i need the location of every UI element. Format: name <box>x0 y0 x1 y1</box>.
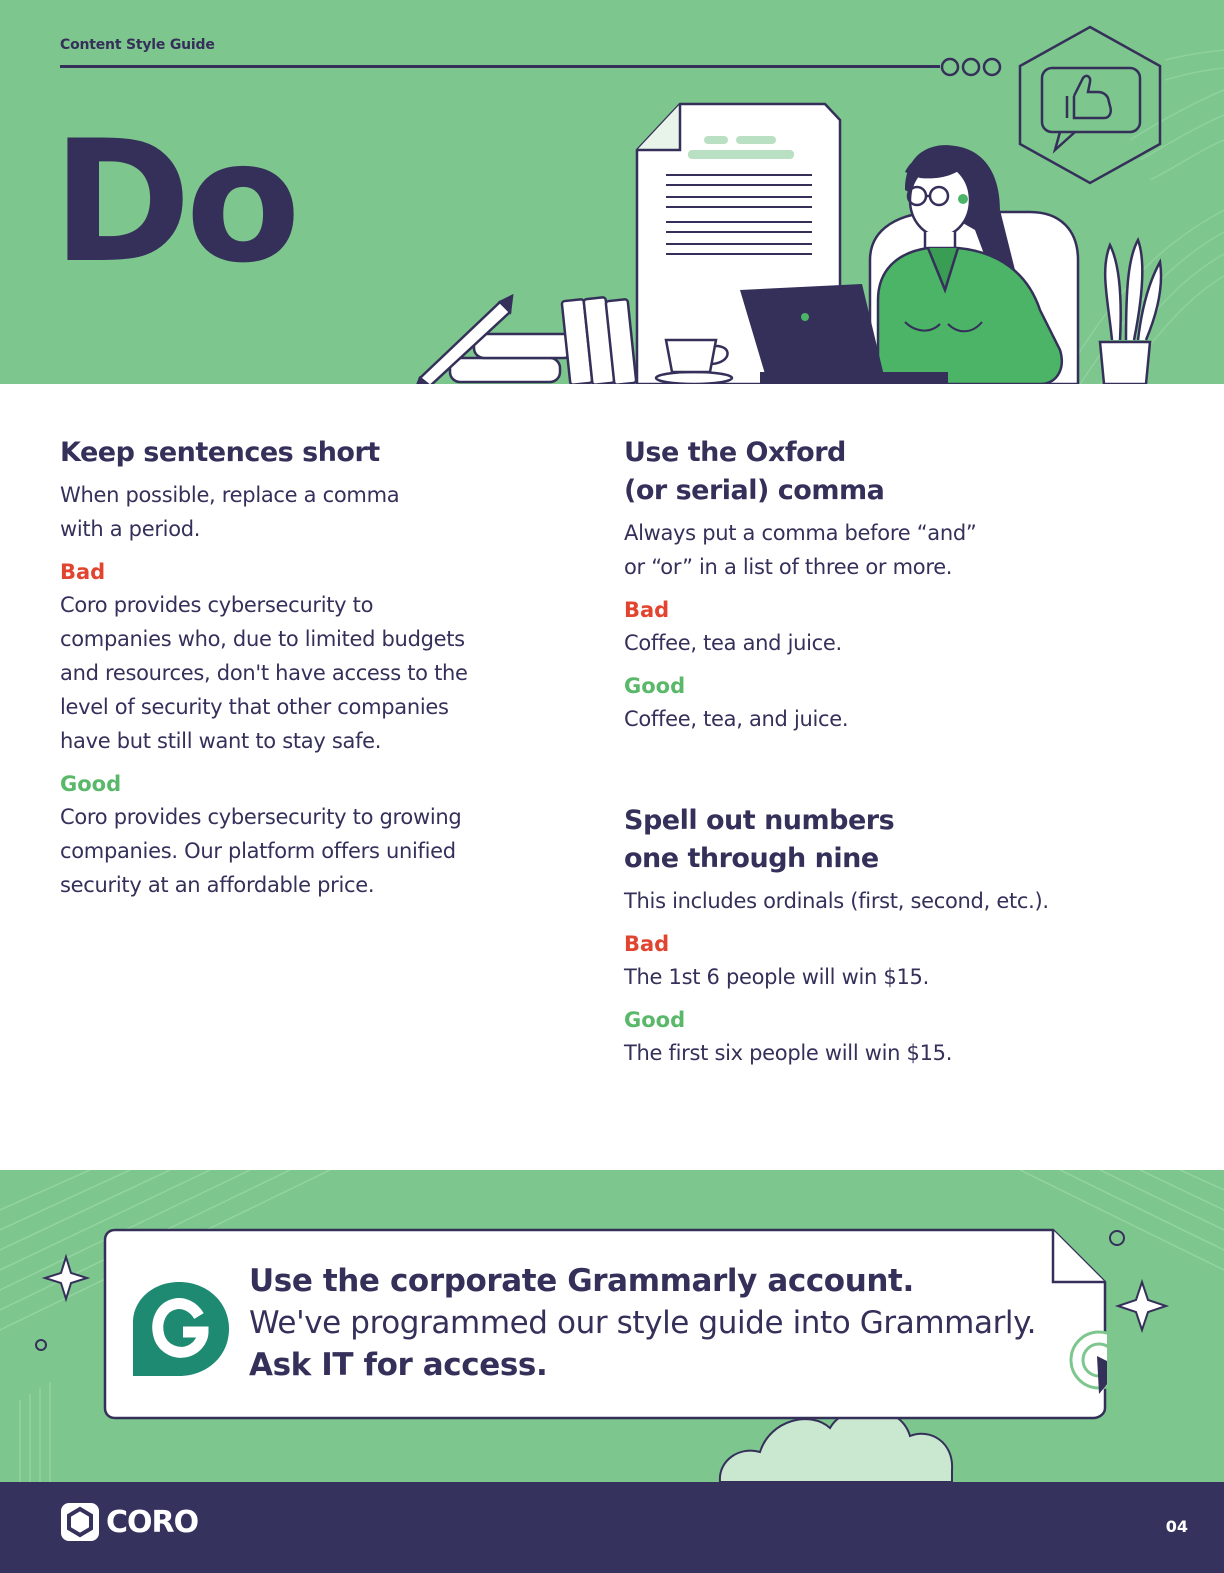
rule-spell-out-numbers <box>624 802 1084 1070</box>
hero-banner <box>0 0 1224 384</box>
bad-example: Coro provides cybersecurity to companies who, due to limited budgets and resources, don't have access to the level of security that other companies have but still want to stay safe. <box>60 593 468 753</box>
section-heading: Keep sentences short <box>60 437 380 468</box>
bad-label: Bad <box>624 932 670 956</box>
grammarly-logo-icon <box>133 1282 231 1376</box>
callout-line-1: Use the corporate Grammarly account. <box>249 1263 914 1299</box>
brand-name: CORO <box>106 1504 199 1540</box>
callout-line-3: Ask IT for access. <box>249 1347 548 1383</box>
good-example: Coffee, tea, and juice. <box>624 707 849 731</box>
right-column <box>624 434 1084 1070</box>
desk-illustration <box>0 0 1224 384</box>
coro-hexagon-icon <box>60 1502 100 1542</box>
plant-icon <box>1100 240 1161 384</box>
callout-line-2: We've programmed our style guide into Grammarly. <box>249 1305 1037 1341</box>
page-number: 04 <box>1165 1517 1188 1536</box>
footer <box>0 1482 1224 1573</box>
good-label: Good <box>60 772 122 796</box>
small-circle-icon <box>1110 1231 1124 1245</box>
section-heading: Spell out numbers one through nine <box>624 805 895 874</box>
good-label: Good <box>624 674 686 698</box>
section-intro: Always put a comma before “and” or “or” in a list of three or more. <box>624 521 977 579</box>
rule-keep-sentences-short <box>60 434 520 902</box>
coro-logo <box>60 1502 198 1542</box>
bad-label: Bad <box>624 598 670 622</box>
sparkle-icon <box>1118 1282 1166 1330</box>
callout-text <box>249 1260 1036 1386</box>
good-label: Good <box>624 1008 686 1032</box>
small-circle-icon <box>36 1340 46 1350</box>
document-label: Content Style Guide <box>60 37 215 53</box>
bad-example: Coffee, tea and juice. <box>624 631 842 655</box>
rule-oxford-comma <box>624 434 1084 736</box>
grammarly-callout <box>103 1228 1107 1420</box>
thumbs-up-icon <box>1020 27 1160 183</box>
section-intro: This includes ordinals (first, second, etc.). <box>624 889 1049 913</box>
section-heading: Use the Oxford (or serial) comma <box>624 437 885 506</box>
section-intro: When possible, replace a comma with a period. <box>60 483 400 541</box>
bad-example: The 1st 6 people will win $15. <box>624 965 929 989</box>
bad-label: Bad <box>60 560 106 584</box>
page-title: Do <box>52 104 295 300</box>
good-example: The first six people will win $15. <box>624 1041 953 1065</box>
grammarly-band <box>0 1170 1224 1482</box>
good-example: Coro provides cybersecurity to growing companies. Our platform offers unified security at an affordable price. <box>60 805 462 897</box>
sparkle-icon <box>45 1257 87 1299</box>
